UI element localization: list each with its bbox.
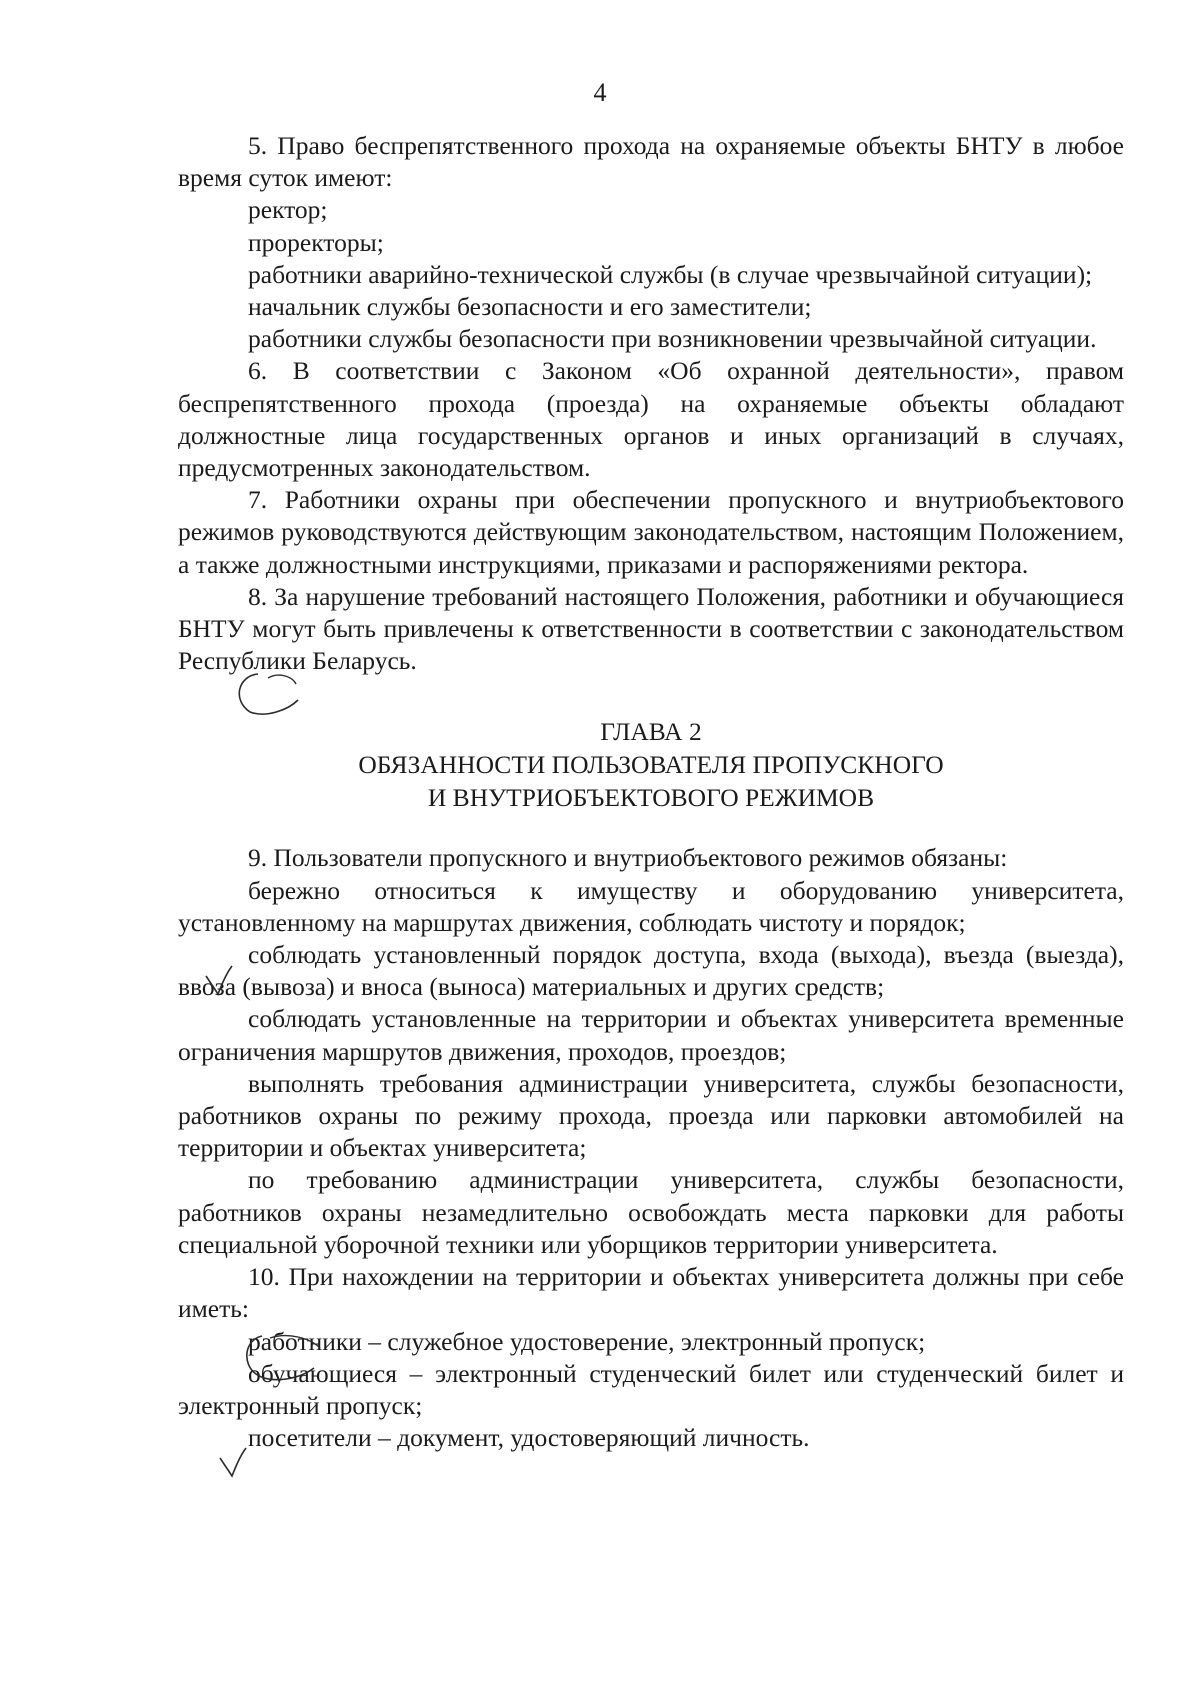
chapter-title-line1: ОБЯЗАННОСТИ ПОЛЬЗОВАТЕЛЯ ПРОПУСКНОГО xyxy=(358,750,944,780)
list-item: обучающиеся – электронный студенческий билет или студенческий билет и электронный пропуск; xyxy=(178,1358,1124,1420)
page-number: 4 xyxy=(593,78,607,107)
list-item: работники службы безопасности при возникновении чрезвычайной ситуации. xyxy=(248,324,1097,354)
spacer xyxy=(178,814,1124,842)
list-item: по требованию администрации университета, службы безопасности, работников охраны незамедлительно освобождать места парковки для работы специальной уборочной техники или уборщиков территории университета. xyxy=(178,1165,1124,1259)
chapter-title-line2: И ВНУТРИОБЪЕКТОВОГО РЕЖИМОВ xyxy=(427,783,875,813)
list-item: ректор; xyxy=(248,195,328,225)
list-item: работники – служебное удостоверение, электронный пропуск; xyxy=(248,1326,926,1356)
list-item: выполнять требования администрации университета, службы безопасности, работников охраны по режиму прохода, проезда или парковки автомобилей на территории и объектах университета; xyxy=(178,1068,1124,1163)
paragraph-10: 10. При нахождении на территории и объектах университета должны при себе иметь: xyxy=(178,1262,1124,1324)
paragraph-9: 9. Пользователи пропускного и внутриобъектового режимов обязаны: xyxy=(248,843,1008,873)
list-item: работники аварийно-технической службы (в случае чрезвычайной ситуации); xyxy=(248,259,1093,289)
paragraph-5: 5. Право беспрепятственного прохода на охраняемые объекты БНТУ в любое время суток имеют: xyxy=(178,131,1124,193)
paragraph-6: 6. В соответствии с Законом «Об охранной деятельности», правом беспрепятственного прохода (проезда) на охраняемые объекты обладают должностные лица государственных органов и иных организаций в случаях, предусмотренных законодательством. xyxy=(178,356,1124,483)
paragraph-7: 7. Работники охраны при обеспечении пропускного и внутриобъектового режимов руководствуются действующим законодательством, настоящим Положением, а также должностными инструкциями, приказами и распоряжениями ректора. xyxy=(178,485,1124,579)
paragraph-8: 8. За нарушение требований настоящего Положения, работники и обучающиеся БНТУ могут быть привлечены к ответственности в соответствии с законодательством Республики Беларусь. xyxy=(178,581,1124,676)
list-item: посетители – документ, удостоверяющий личность. xyxy=(248,1423,810,1453)
list-item: бережно относиться к имуществу и оборудованию университета, установленному на маршрутах движения, соблюдать чистоту и порядок; xyxy=(178,875,1124,937)
list-item: начальник службы безопасности и его заместители; xyxy=(248,292,812,322)
chapter-label: ГЛАВА 2 xyxy=(600,717,702,747)
document-body xyxy=(178,130,1124,1454)
list-item: соблюдать установленные на территории и объектах университета временные ограничения маршрутов движения, проходов, проездов; xyxy=(178,1004,1124,1066)
list-item: соблюдать установленный порядок доступа, входа (выхода), въезда (выезда), ввоза (вывоза) и вноса (выноса) материальных и других средств; xyxy=(178,940,1124,1002)
list-item: проректоры; xyxy=(248,227,384,257)
